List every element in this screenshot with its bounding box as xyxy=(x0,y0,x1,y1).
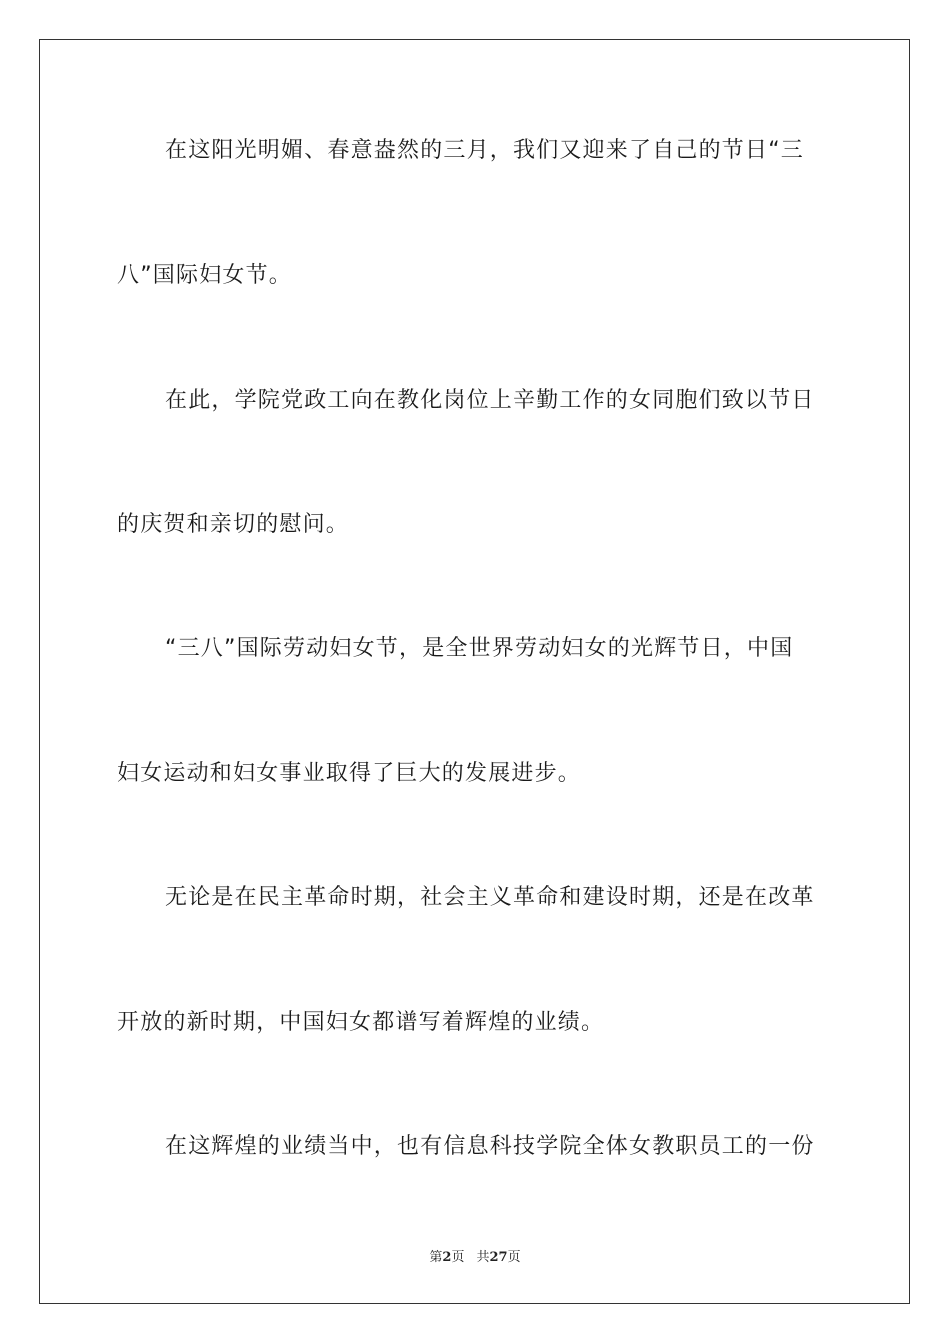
paragraph-3-line-1: “三八”国际劳动妇女节，是全世界劳动妇女的光辉节日，中国 xyxy=(165,636,794,661)
page-suffix: 页 xyxy=(451,1250,465,1265)
page-border xyxy=(39,39,910,1304)
current-page-number: 2 xyxy=(442,1250,452,1265)
total-page-count: 27 xyxy=(489,1250,508,1265)
page-prefix: 第 xyxy=(429,1250,443,1265)
paragraph-2-line-1: 在此，学院党政工向在教化岗位上辛勤工作的女同胞们致以节日 xyxy=(165,388,815,413)
paragraph-2-line-2: 的庆贺和亲切的慰问。 xyxy=(117,512,350,537)
paragraph-4-line-1: 无论是在民主革命时期，社会主义革命和建设时期，还是在改革 xyxy=(165,885,815,910)
paragraph-4-line-2: 开放的新时期，中国妇女都谱写着辉煌的业绩。 xyxy=(117,1010,605,1035)
paragraph-1-line-2: 八”国际妇女节。 xyxy=(117,263,292,288)
total-suffix: 页 xyxy=(507,1250,521,1265)
paragraph-3-line-2: 妇女运动和妇女事业取得了巨大的发展进步。 xyxy=(117,761,582,786)
total-prefix: 共 xyxy=(476,1250,490,1265)
paragraph-5-line-1: 在这辉煌的业绩当中，也有信息科技学院全体女教职员工的一份 xyxy=(165,1134,815,1159)
paragraph-1-line-1: 在这阳光明媚、春意盎然的三月，我们又迎来了自己的节日“三 xyxy=(165,138,804,163)
page-footer xyxy=(0,1246,950,1265)
